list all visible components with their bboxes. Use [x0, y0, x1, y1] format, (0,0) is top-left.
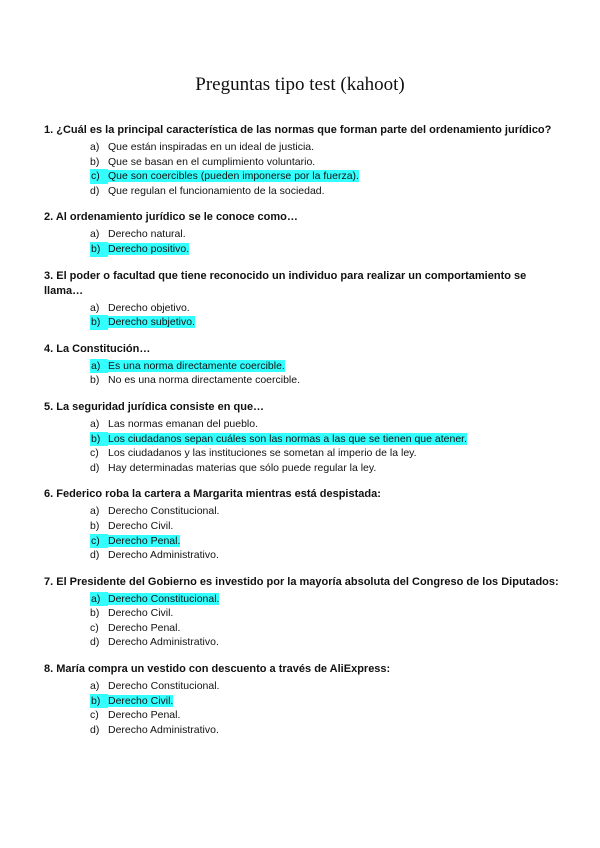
answer-option	[90, 504, 564, 519]
answer-option	[90, 315, 564, 330]
option-letter: a)	[90, 359, 108, 374]
option-letter: b)	[90, 155, 100, 168]
option-list	[44, 359, 564, 388]
answer-option	[90, 432, 564, 447]
question	[44, 487, 564, 562]
option-text: Los ciudadanos sepan cuáles son las normas a las que se tienen que atener.	[108, 432, 467, 445]
question-text: 1. ¿Cuál es la principal característica de las normas que forman parte del ordenamiento jurídico?	[44, 124, 552, 136]
question-text: 2. Al ordenamiento jurídico se le conoce como…	[44, 211, 298, 224]
option-text: Derecho Civil.	[108, 694, 174, 707]
option-list	[44, 504, 564, 562]
option-text: Derecho positivo.	[108, 242, 190, 255]
option-letter: a)	[90, 592, 108, 607]
question	[44, 662, 564, 737]
option-letter: a)	[90, 680, 100, 693]
option-text: Los ciudadanos y las instituciones se sometan al imperio de la ley.	[108, 447, 417, 460]
answer-option	[90, 227, 564, 242]
option-list	[44, 227, 564, 256]
option-letter: a)	[90, 228, 100, 241]
question-text: 7. El Presidente del Gobierno es investido por la mayoría absoluta del Congreso de los Diputados:	[44, 575, 559, 588]
question	[44, 269, 564, 330]
answer-option	[90, 694, 564, 709]
option-letter: b)	[90, 315, 108, 330]
option-text: Es una norma directamente coercible.	[108, 359, 285, 372]
option-list	[44, 301, 564, 330]
answer-option	[90, 184, 564, 199]
answer-option	[90, 548, 564, 563]
option-letter: c)	[90, 534, 108, 549]
option-letter: b)	[90, 519, 100, 532]
question	[44, 123, 564, 198]
option-text: Derecho subjetivo.	[108, 316, 195, 329]
answer-option	[90, 606, 564, 621]
option-letter: d)	[90, 549, 100, 562]
option-letter: d)	[90, 184, 100, 197]
answer-option	[90, 621, 564, 636]
option-letter: a)	[90, 417, 100, 430]
option-letter: c)	[90, 621, 99, 634]
option-text: Derecho Penal.	[108, 534, 181, 547]
answer-option	[90, 417, 564, 432]
option-text: Derecho objetivo.	[108, 301, 190, 314]
option-text: Derecho Administrativo.	[108, 636, 219, 649]
answer-option	[90, 169, 564, 184]
option-letter: c)	[90, 447, 99, 460]
option-text: Derecho Penal.	[108, 621, 181, 634]
page-title: Preguntas tipo test (kahoot)	[195, 74, 405, 95]
answer-option	[90, 679, 564, 694]
option-text: Las normas emanan del pueblo.	[108, 417, 259, 430]
option-text: Derecho Civil.	[108, 519, 174, 532]
answer-option	[90, 708, 564, 723]
question	[44, 210, 564, 256]
question-list	[44, 123, 564, 749]
option-text: Derecho Constitucional.	[108, 592, 220, 605]
option-letter: b)	[90, 374, 100, 387]
option-text: Hay determinadas materias que sólo puede regular la ley.	[108, 461, 377, 474]
option-text: Derecho Penal.	[108, 709, 181, 722]
option-text: Derecho Constitucional.	[108, 680, 220, 693]
question	[44, 342, 564, 388]
question	[44, 400, 564, 475]
option-letter: a)	[90, 141, 100, 153]
option-letter: d)	[90, 723, 100, 736]
option-letter: b)	[90, 694, 108, 709]
question-text: 6. Federico roba la cartera a Margarita mientras está despistada:	[44, 488, 381, 501]
question-text: 8. María compra un vestido con descuento a través de AliExpress:	[44, 663, 391, 676]
option-text: Que son coercibles (pueden imponerse por la fuerza).	[108, 170, 359, 183]
question-text: 3. El poder o facultad que tiene reconocido un individuo para realizar un comportamiento se llama…	[44, 269, 527, 297]
option-list	[44, 140, 564, 198]
answer-option	[90, 446, 564, 461]
answer-option	[90, 592, 564, 607]
option-letter: b)	[90, 242, 108, 257]
option-letter: a)	[90, 301, 100, 314]
question	[44, 575, 564, 650]
option-letter: d)	[90, 636, 100, 649]
option-text: Que se basan en el cumplimiento voluntario.	[108, 155, 316, 168]
answer-option	[90, 140, 564, 155]
answer-option	[90, 155, 564, 170]
question-text: 4. La Constitución…	[44, 342, 151, 355]
question-text: 5. La seguridad jurídica consiste en que…	[44, 400, 265, 413]
option-list	[44, 592, 564, 650]
option-letter: b)	[90, 432, 108, 447]
answer-option	[90, 534, 564, 549]
option-list	[44, 679, 564, 737]
option-letter: c)	[90, 169, 108, 184]
option-text: Derecho Administrativo.	[108, 723, 219, 736]
option-text: Que regulan el funcionamiento de la sociedad.	[108, 184, 325, 197]
option-list	[44, 417, 564, 475]
answer-option	[90, 373, 564, 388]
option-text: Que están inspiradas en un ideal de justicia.	[108, 141, 315, 153]
option-text: Derecho Constitucional.	[108, 505, 220, 518]
option-letter: d)	[90, 461, 100, 474]
option-text: Derecho natural.	[108, 228, 186, 241]
answer-option	[90, 635, 564, 650]
option-text: Derecho Administrativo.	[108, 549, 219, 562]
option-text: Derecho Civil.	[108, 607, 174, 620]
answer-option	[90, 242, 564, 257]
answer-option	[90, 301, 564, 316]
answer-option	[90, 519, 564, 534]
answer-option	[90, 723, 564, 738]
option-letter: b)	[90, 607, 100, 620]
answer-option	[90, 359, 564, 374]
option-letter: c)	[90, 709, 99, 722]
answer-option	[90, 461, 564, 476]
option-letter: a)	[90, 505, 100, 518]
option-text: No es una norma directamente coercible.	[108, 374, 301, 387]
